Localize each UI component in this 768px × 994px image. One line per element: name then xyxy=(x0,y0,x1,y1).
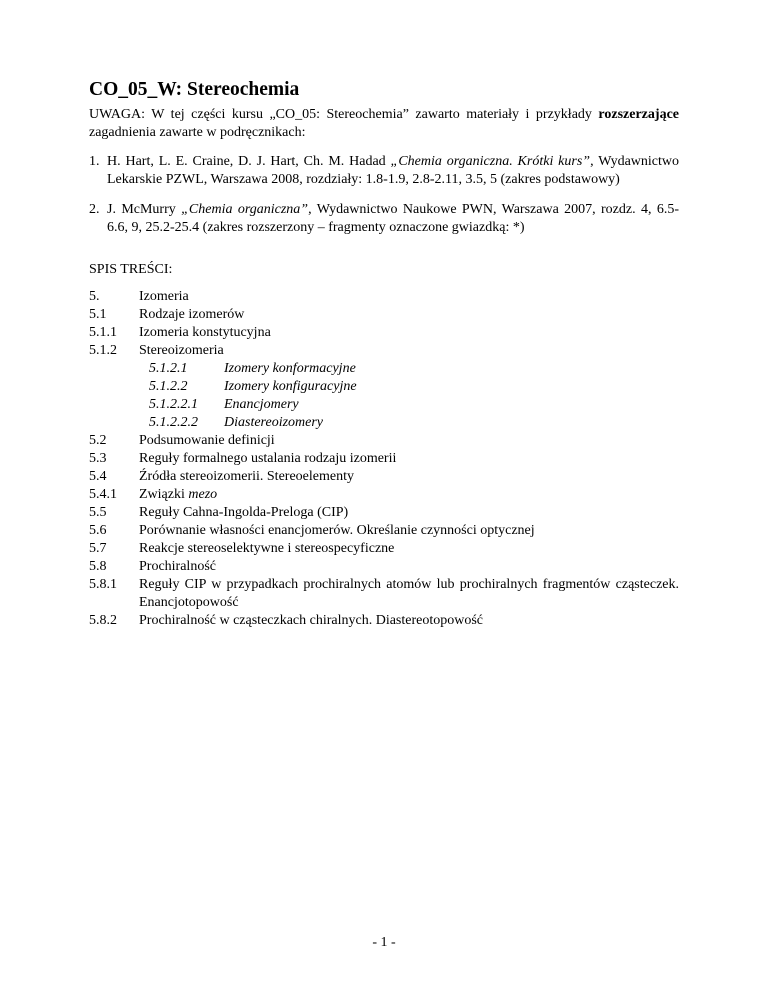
toc-item xyxy=(89,324,679,342)
toc-subitem xyxy=(89,396,679,414)
toc-text: Enancjomery xyxy=(224,397,299,412)
toc-number: 5.1.2.1 xyxy=(149,361,188,376)
reference-book-title: „Chemia organiczna” xyxy=(181,202,309,217)
toc-text-italic: mezo xyxy=(188,487,218,502)
toc-text: Związki xyxy=(139,487,185,502)
reference-details: , Wydawnictwo Naukowe PWN, Warszawa 2007, rozdz. 4, 6.5-6.6, 9, 25.2-25.4 (zakres rozszerzony – fragmenty oznaczone gwiazdką: *) xyxy=(107,202,680,235)
reference-list xyxy=(89,153,679,237)
toc-item xyxy=(89,558,679,576)
toc-number: 5.5 xyxy=(89,505,107,520)
toc-item xyxy=(89,540,679,558)
reference-number: 2. xyxy=(89,202,100,217)
toc-subitem xyxy=(89,378,679,396)
toc-item xyxy=(89,288,679,306)
page-title: CO_05_W: Stereochemia xyxy=(89,79,300,100)
toc-number: 5.8.1 xyxy=(89,577,117,592)
toc-text: Podsumowanie definicji xyxy=(139,433,275,448)
intro-text-before: UWAGA: W tej części kursu „CO_05: Stereochemia” zawarto materiały i przykłady xyxy=(89,107,599,122)
reference-item xyxy=(89,153,679,189)
toc-text: Izomery konformacyjne xyxy=(224,361,356,376)
reference-details: , Wydawnictwo Lekarskie PZWL, Warszawa 2008, rozdziały: 1.8-1.9, 2.8-2.11, 3.5, 5 (zakres podstawowy) xyxy=(107,154,679,187)
toc-text: Izomery konfiguracyjne xyxy=(224,379,357,394)
toc-subitem xyxy=(89,414,679,432)
toc-item xyxy=(89,576,679,612)
toc-number: 5.4 xyxy=(89,469,107,484)
toc-text: Reguły CIP w przypadkach prochiralnych atomów lub prochiralnych fragmentów cząsteczek. Enancjotopowość xyxy=(139,577,679,610)
toc-number: 5.7 xyxy=(89,541,107,556)
toc-number: 5.1.2.2 xyxy=(149,379,188,394)
reference-authors: J. McMurry xyxy=(107,202,182,217)
toc-item xyxy=(89,612,679,630)
table-of-contents xyxy=(89,288,679,630)
toc-item xyxy=(89,306,679,324)
toc-number: 5.1.2.2.1 xyxy=(149,397,198,412)
toc-number: 5.1.2 xyxy=(89,343,117,358)
toc-text: Reguły Cahna-Ingolda-Preloga (CIP) xyxy=(139,505,349,520)
toc-item xyxy=(89,342,679,360)
toc-subitem xyxy=(89,360,679,378)
toc-text: Izomeria konstytucyjna xyxy=(139,325,271,340)
toc-heading: SPIS TREŚCI: xyxy=(89,262,173,277)
toc-number: 5.2 xyxy=(89,433,107,448)
toc-text: Stereoizomeria xyxy=(139,343,224,358)
toc-number: 5.4.1 xyxy=(89,487,117,502)
reference-number: 1. xyxy=(89,154,100,169)
toc-text: Izomeria xyxy=(139,289,189,304)
page-number: - 1 - xyxy=(372,935,396,950)
toc-number: 5.3 xyxy=(89,451,107,466)
reference-item xyxy=(89,201,679,237)
toc-number: 5.1.2.2.2 xyxy=(149,415,198,430)
toc-text: Porównanie własności enancjomerów. Określanie czynności optycznej xyxy=(139,523,535,538)
toc-number: 5.1.1 xyxy=(89,325,117,340)
toc-text: Reakcje stereoselektywne i stereospecyficzne xyxy=(139,541,395,556)
toc-item xyxy=(89,450,679,468)
toc-text: Rodzaje izomerów xyxy=(139,307,245,322)
toc-item xyxy=(89,522,679,540)
toc-text: Reguły formalnego ustalania rodzaju izomerii xyxy=(139,451,397,466)
toc-number: 5.8 xyxy=(89,559,107,574)
toc-number: 5. xyxy=(89,289,100,304)
toc-item xyxy=(89,504,679,522)
toc-number: 5.6 xyxy=(89,523,107,538)
toc-text: Prochiralność xyxy=(139,559,216,574)
toc-text: Źródła stereoizomerii. Stereoelementy xyxy=(139,469,354,484)
toc-item xyxy=(89,486,679,504)
reference-book-title: „Chemia organiczna. Krótki kurs” xyxy=(390,154,591,169)
intro-bold-word: rozszerzające xyxy=(598,107,679,122)
toc-item xyxy=(89,468,679,486)
toc-text: Prochiralność w cząsteczkach chiralnych. Diastereotopowość xyxy=(139,613,484,628)
intro-paragraph xyxy=(89,106,679,142)
toc-number: 5.8.2 xyxy=(89,613,117,628)
intro-text-after: zagadnienia zawarte w podręcznikach: xyxy=(89,125,306,140)
toc-text: Diastereoizomery xyxy=(224,415,324,430)
reference-authors: H. Hart, L. E. Craine, D. J. Hart, Ch. M. Hadad xyxy=(107,154,391,169)
toc-item xyxy=(89,432,679,450)
toc-number: 5.1 xyxy=(89,307,107,322)
